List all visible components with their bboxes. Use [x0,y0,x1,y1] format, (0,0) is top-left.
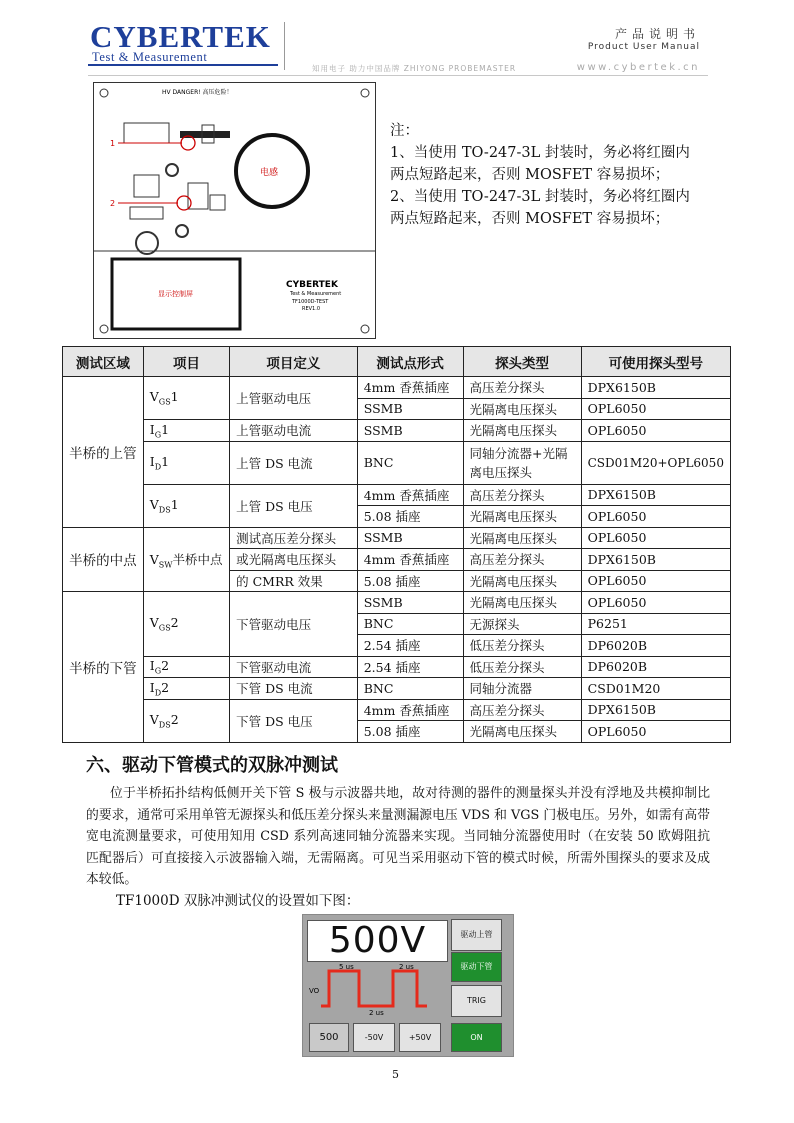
area-lower: 半桥的下管 [63,592,144,743]
mount-hole [361,325,369,333]
mount-hole [361,89,369,97]
pulse1-width: 5 us [339,963,354,971]
item-vsw: $V_{SW}$半桥中点 [143,527,229,592]
cell: OPL6050 [581,506,730,528]
note-title: 注： [390,123,419,139]
pulse-waveform [307,963,446,1015]
cell: SSMB [357,527,463,549]
minus-50v-button[interactable]: -50V [353,1023,395,1052]
board-rev: REV1.0 [302,306,321,312]
cell: 光隔离电压探头 [463,398,581,420]
mark-1: 1 [110,139,116,148]
item-ig2: $I_G2$ [143,656,229,678]
vo-label: VO [309,987,320,995]
table-row [63,592,731,614]
cell: DP6020B [581,656,730,678]
cell: 高压差分探头 [463,484,581,506]
document-title: 产品说明书 [614,27,700,41]
voltage-display: 500V [307,920,448,962]
cell: BNC [357,613,463,635]
cell: 4mm 香蕉插座 [357,377,463,399]
note-block [390,120,690,230]
def-ig1: 上管驱动电流 [230,420,358,442]
item-vds1: $V_{DS}1$ [143,484,229,527]
table-header-row [63,347,731,377]
cell: DPX6150B [581,549,730,571]
item-vgs2: $V_{GS}2$ [143,592,229,657]
cell: DPX6150B [581,699,730,721]
drive-upper-button[interactable]: 驱动上管 [451,919,502,951]
item-vds2: $V_{DS}2$ [143,699,229,742]
cell: 5.08 插座 [357,506,463,528]
cell: 同轴分流器 [463,678,581,700]
cell: 4mm 香蕉插座 [357,549,463,571]
plus-50v-button[interactable]: +50V [399,1023,441,1052]
header-rule [88,75,708,76]
area-upper: 半桥的上管 [63,377,144,528]
mark-2: 2 [110,199,116,208]
connector [176,225,188,237]
pulse-diagram [307,963,446,1015]
board-drawing [94,83,375,338]
cell: 4mm 香蕉插座 [357,484,463,506]
logo-subtitle: Test & Measurement [92,50,208,64]
col-header: 项目定义 [230,347,358,377]
item-ig1: $I_G1$ [143,420,229,442]
col-header: 项目 [143,347,229,377]
gap-width: 2 us [369,1009,384,1015]
section-heading: 六、驱动下管模式的双脉冲测试 [86,755,338,776]
cell: 光隔离电压探头 [463,420,581,442]
header-divider [284,22,285,70]
note-line: 2、当使用 TO-247-3L 封装时，务必将红圈内 [390,189,690,205]
trig-button[interactable]: TRIG [451,985,502,1017]
col-header: 可使用探头型号 [581,347,730,377]
cell: 光隔离电压探头 [463,506,581,528]
display-label: 显示控制屏 [158,290,193,298]
table-row [63,441,731,484]
table-row [63,656,731,678]
cell: OPL6050 [581,592,730,614]
cell: 5.08 插座 [357,570,463,592]
def-vds1: 上管 DS 电压 [230,484,358,527]
cell: CSD01M20+OPL6050 [581,441,730,484]
mount-hole [100,325,108,333]
cell: 光隔离电压探头 [463,570,581,592]
table-row [63,377,731,399]
item-id1: $I_D1$ [143,441,229,484]
terminal [210,195,225,210]
cell: 低压差分探头 [463,656,581,678]
probe-table [62,346,731,743]
component [130,207,163,219]
def-vds2: 下管 DS 电压 [230,699,358,742]
cell: 5.08 插座 [357,721,463,743]
cell: SSMB [357,592,463,614]
item-id2: $I_D2$ [143,678,229,700]
col-header: 探头类型 [463,347,581,377]
cell: 同轴分流器+光隔离电压探头 [463,441,581,484]
cell: OPL6050 [581,721,730,743]
connector [166,164,178,176]
cell: 无源探头 [463,613,581,635]
pulse2-width: 2 us [399,963,414,971]
hv-warning: HV DANGER! 高压危险！ [162,89,233,96]
cell: 光隔离电压探头 [463,527,581,549]
cell: 高压差分探头 [463,699,581,721]
table-row [63,527,731,549]
def-ig2: 下管驱动电流 [230,656,358,678]
cell: 光隔离电压探头 [463,721,581,743]
cell: BNC [357,678,463,700]
note-line: 两点短路起来，否则 MOSFET 容易损坏； [390,167,670,183]
cell: CSD01M20 [581,678,730,700]
def-vsw: 测试高压差分探头 [230,527,358,549]
col-header: 测试区域 [63,347,144,377]
def-id2: 下管 DS 电流 [230,678,358,700]
item-vgs1: $V_{GS}1$ [143,377,229,420]
board-model: TF1000D-TEST [292,299,329,305]
page-number: 5 [392,1068,399,1081]
cell: DP6020B [581,635,730,657]
cell: BNC [357,441,463,484]
document-subtitle: Product User Manual [587,42,700,52]
heatsink [180,131,230,138]
cell: OPL6050 [581,527,730,549]
cell: 4mm 香蕉插座 [357,699,463,721]
cell: OPL6050 [581,570,730,592]
logo-underline [88,64,278,66]
area-mid: 半桥的中点 [63,527,144,592]
cell: 光隔离电压探头 [463,592,581,614]
table-row [63,699,731,721]
cell: P6251 [581,613,730,635]
cell: 高压差分探头 [463,549,581,571]
on-button[interactable]: ON [451,1023,502,1052]
header-website: www.cybertek.cn [576,62,700,73]
cell: OPL6050 [581,420,730,442]
board-brand: CYBERTEK [286,280,338,290]
section-paragraph: 位于半桥拓扑结构低侧开关下管 S 极与示波器共地，故对待测的器件的测量探头并没有浮地及共模抑制比的要求，通常可采用单管无源探头和低压差分探头来量测漏源电压 VDS 和 VGS 门极电压。另外，如需有高带宽电流测量要求，可使用知用 CSD 系列高速同轴分流器来实现。当同轴分流器使用时（在安装 50 欧姆阻抗匹配器后）可直接接入示波器输入端，无需隔离。可见当采用驱动下管的模式时候，所需外围探头的要求及成本较低。 [86,786,710,887]
component [134,175,159,197]
mount-hole [100,89,108,97]
inductor-label: 电感 [260,168,279,178]
red-circle-2 [177,196,191,210]
def-id1: 上管 DS 电流 [230,441,358,484]
def-vsw: 或光隔离电压探头 [230,549,358,571]
drive-lower-button[interactable]: 驱动下管 [451,952,502,982]
cell: 高压差分探头 [463,377,581,399]
note-line: 1、当使用 TO-247-3L 封装时，务必将红圈内 [390,145,690,161]
cell: DPX6150B [581,484,730,506]
cybertek-logo: CYBERTEK [90,19,271,54]
preset-500-button[interactable]: 500 [309,1023,349,1052]
note-line: 两点短路起来，否则 MOSFET 容易损坏； [390,211,670,227]
cell: OPL6050 [581,398,730,420]
component [124,123,169,143]
table-row [63,678,731,700]
def-vgs2: 下管驱动电压 [230,592,358,657]
pulse-line [321,971,427,1006]
table-row [63,484,731,506]
def-vgs1: 上管驱动电压 [230,377,358,420]
cell: DPX6150B [581,377,730,399]
red-circle-1 [181,136,195,150]
cell: SSMB [357,398,463,420]
def-vsw: 的 CMRR 效果 [230,570,358,592]
test-board-figure [93,82,376,339]
header-slogan: 知用电子 助力中国品牌 ZHIYONG PROBEMASTER [312,64,517,73]
cell: 2.54 插座 [357,635,463,657]
board-brand-sub: Test & Measurement [290,291,342,297]
tf1000d-panel [302,914,514,1057]
col-header: 测试点形式 [357,347,463,377]
cell: SSMB [357,420,463,442]
figure-caption: TF1000D 双脉冲测试仪的设置如下图： [116,893,360,909]
cell: 低压差分探头 [463,635,581,657]
table-row [63,420,731,442]
cell: 2.54 插座 [357,656,463,678]
